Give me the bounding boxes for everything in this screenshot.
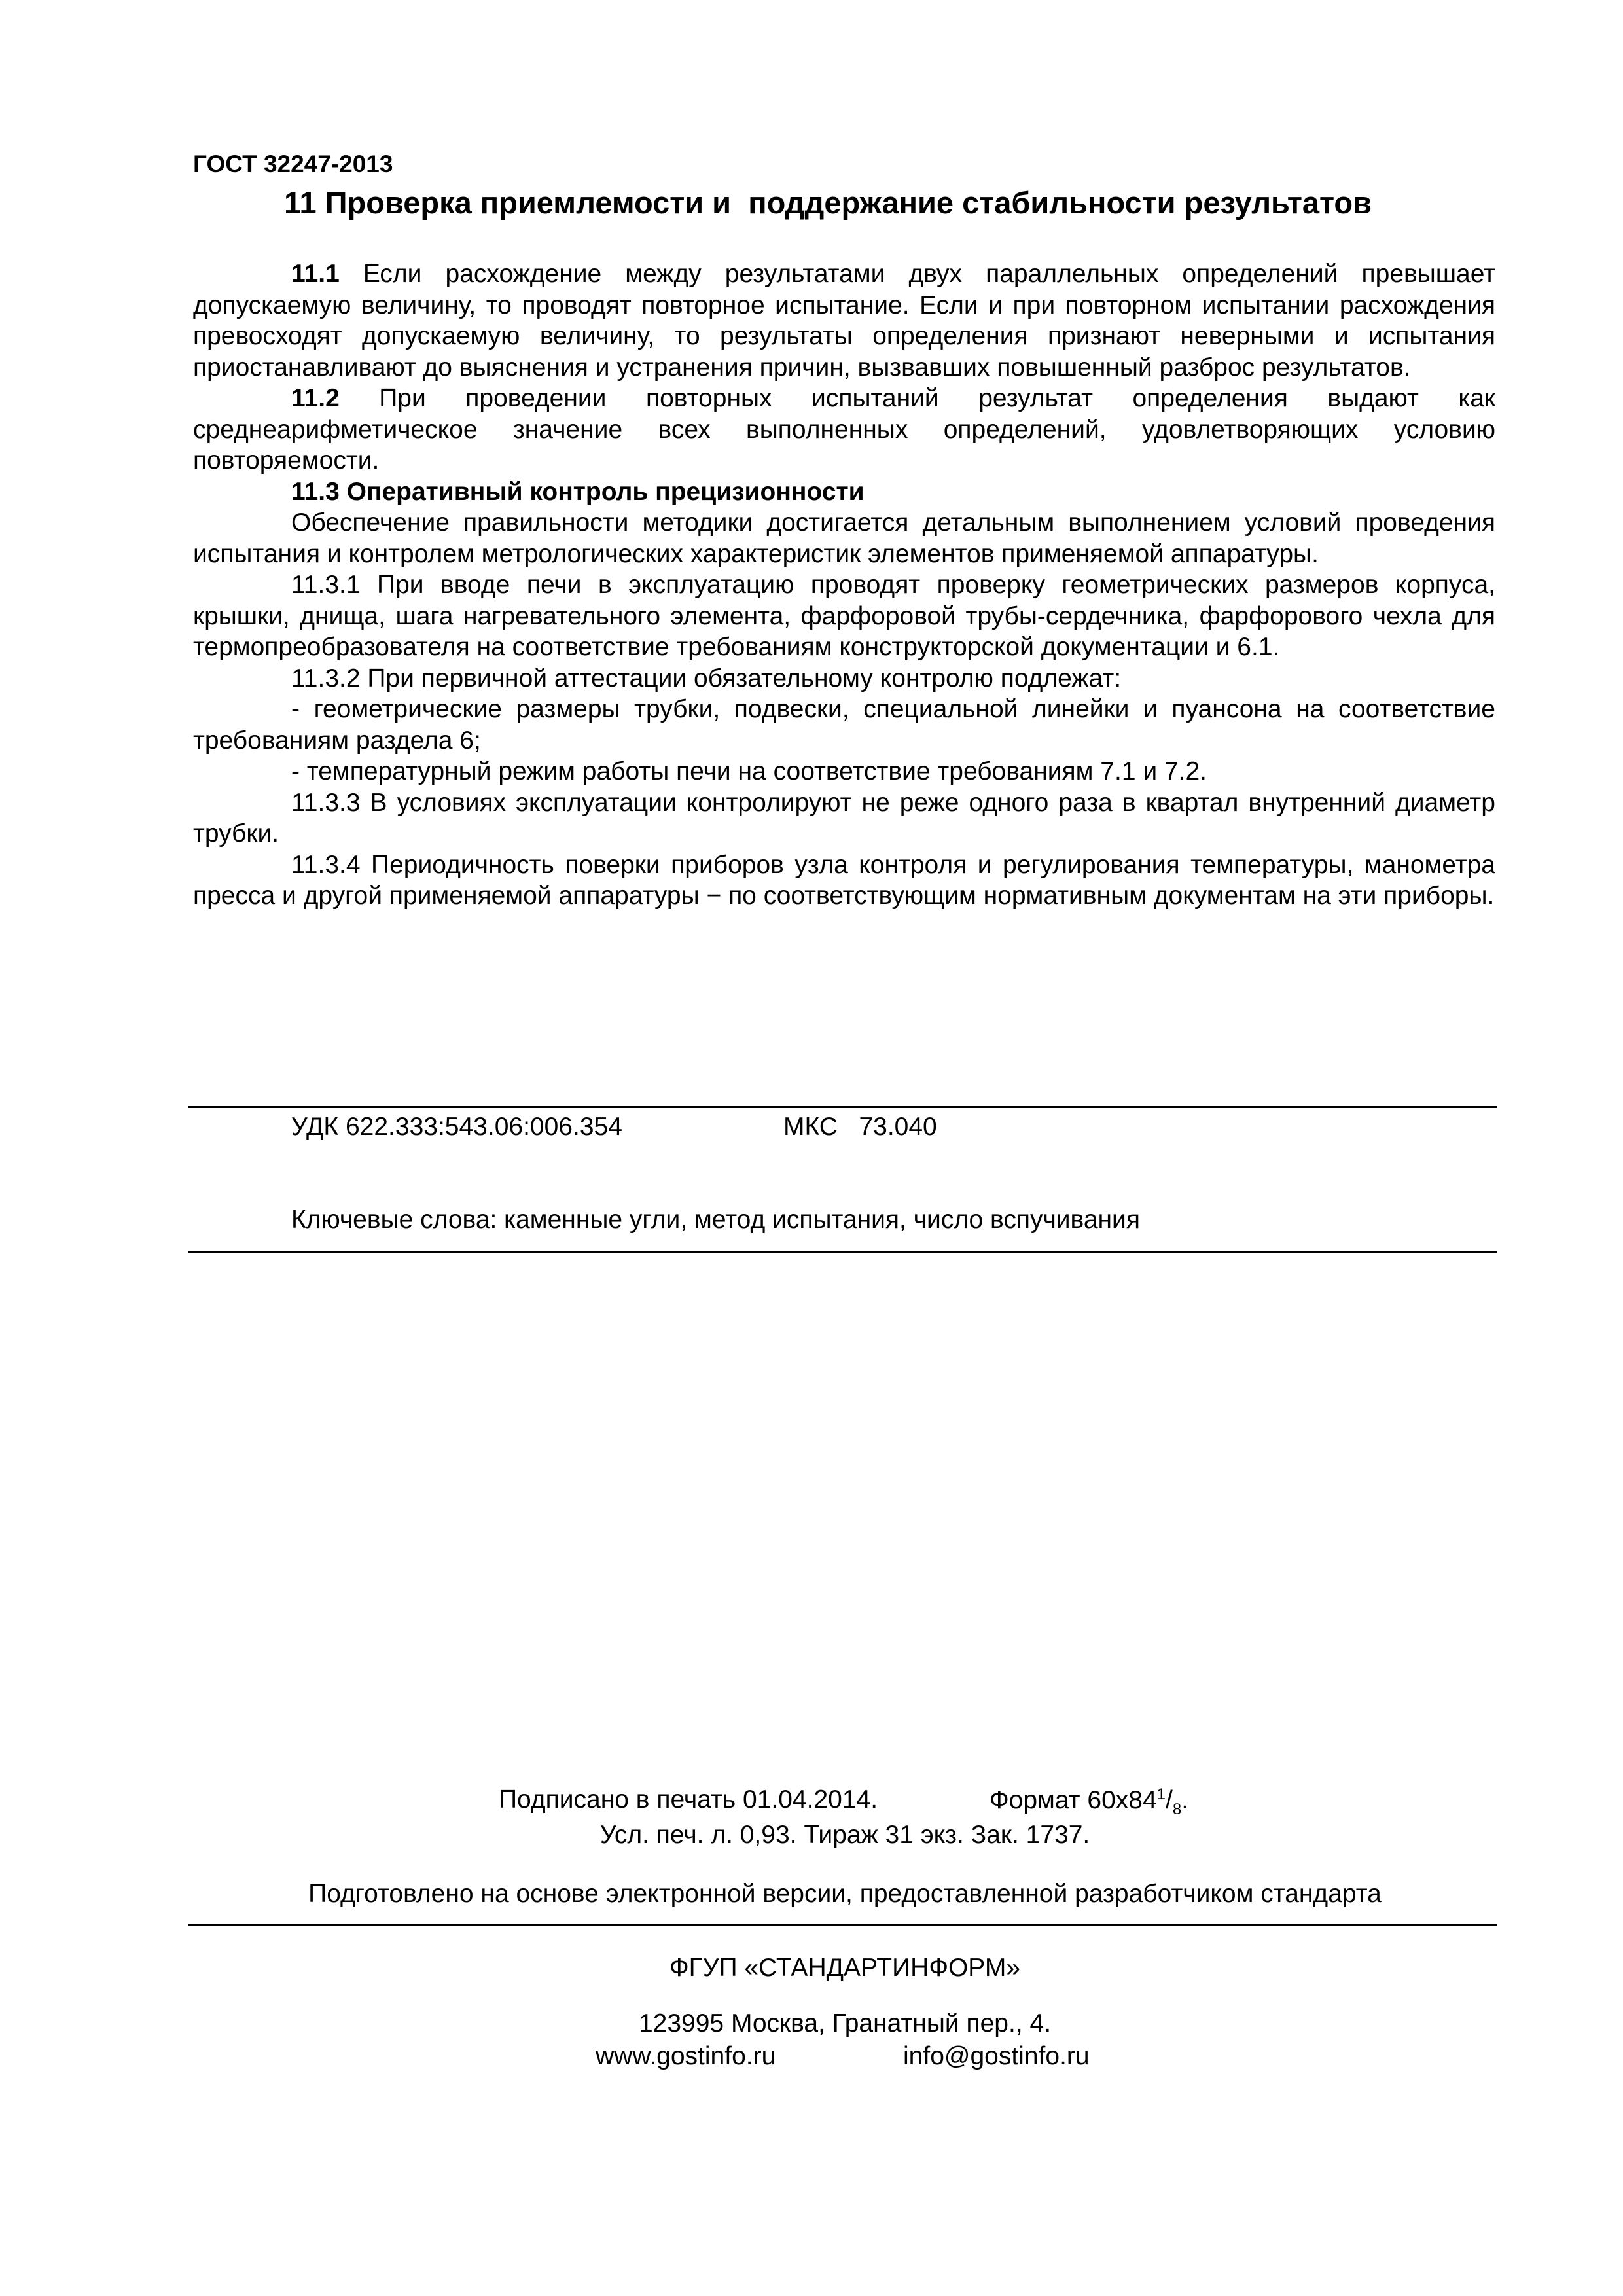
clause-text: При проведении повторных испытаний результат определения выдают как среднеарифметическое значение всех выполненных определений, удовлетворяющих условию повторяемости.	[193, 384, 1495, 475]
paragraph-11-3-intro: Обеспечение правильности методики достигается детальным выполнением условий проведения испытания и контролем метрологических характеристик элементов применяемой аппаратуры.	[193, 509, 1495, 568]
paragraph-11-3-3: 11.3.3 В условиях эксплуатации контролируют не реже одного раза в квартал внутренний диаметр трубки.	[193, 788, 1495, 848]
subsection-heading: 11.3 Оперативный контроль прецизионности	[291, 477, 865, 506]
clause-number: 11.1	[291, 260, 340, 288]
print-format: Формат $60x84^1/_8$.	[990, 1785, 1189, 1818]
body-text	[193, 259, 1495, 912]
list-item: - температурный режим работы печи на соответствие требованиям 7.1 и 7.2.	[291, 757, 1207, 785]
signed-date: Подписано в печать 01.04.2014.	[499, 1785, 878, 1814]
keywords: Ключевые слова: каменные угли, метод испытания, число вспучивания	[291, 1206, 1140, 1234]
format-label: Формат 60x84	[990, 1786, 1157, 1814]
paragraph-11-2	[193, 383, 1495, 476]
section-title: 11 Проверка приемлемости и поддержание стабильности результатов	[284, 185, 1372, 220]
paragraph-11-3-1: 11.3.1 При вводе печи в эксплуатацию проводят проверку геометрических размеров корпуса, крышки, днища, шага нагревательного элемента, фарфоровой трубы-сердечника, фарфорового чехла для термопреобразователя на соответствие требованиям конструкторской документации и 6.1.	[193, 571, 1495, 661]
clause-text: Если расхождение между результатами двух параллельных определений превышает допускаемую величину, то проводят повторное испытание. Если и при повторном испытании расхождения превосходят допускаемую величину, то результаты определения признают неверными и испытания приостанавливают до выяснения и устранения причин, вызвавших повышенный разброс результатов.	[193, 260, 1495, 382]
doc-code: ГОСТ 32247-2013	[193, 151, 393, 177]
website-link[interactable]: www.gostinfo.ru	[596, 2042, 776, 2070]
divider	[188, 1924, 1497, 1926]
paragraph-11-3-4: 11.3.4 Периодичность поверки приборов узла контроля и регулирования температуры, манометра пресса и другой применяемой аппаратуры − по соответствующим нормативным документам на эти приборы.	[193, 850, 1495, 910]
format-denominator: 8	[1172, 1800, 1182, 1818]
paragraph-11-3-2: 11.3.2 При первичной аттестации обязательному контролю подлежат:	[291, 664, 1122, 692]
format-numerator: 1	[1156, 1785, 1166, 1803]
list-item: - геометрические размеры трубки, подвески, специальной линейки и пуансона на соответствие требованиям раздела 6;	[193, 695, 1495, 755]
print-details: Усл. печ. л. 0,93. Тираж 31 экз. Зак. 1737.	[599, 1821, 1090, 1849]
publisher-name: ФГУП «СТАНДАРТИНФОРМ»	[669, 1954, 1021, 1982]
prepared-note: Подготовлено на основе электронной версии, предоставленной разработчиком стандарта	[308, 1880, 1382, 1908]
mks-code: МКС 73.040	[783, 1113, 937, 1141]
clause-number: 11.2	[291, 384, 340, 412]
format-end: .	[1181, 1786, 1189, 1814]
paragraph-11-3-heading	[193, 476, 1495, 508]
email-link[interactable]: info@gostinfo.ru	[903, 2042, 1090, 2070]
divider	[188, 1106, 1497, 1108]
divider	[188, 1251, 1497, 1253]
paragraph-11-1	[193, 259, 1495, 383]
publisher-address: 123995 Москва, Гранатный пер., 4.	[638, 2009, 1052, 2037]
udk-code: УДК 622.333:543.06:006.354	[291, 1113, 622, 1141]
